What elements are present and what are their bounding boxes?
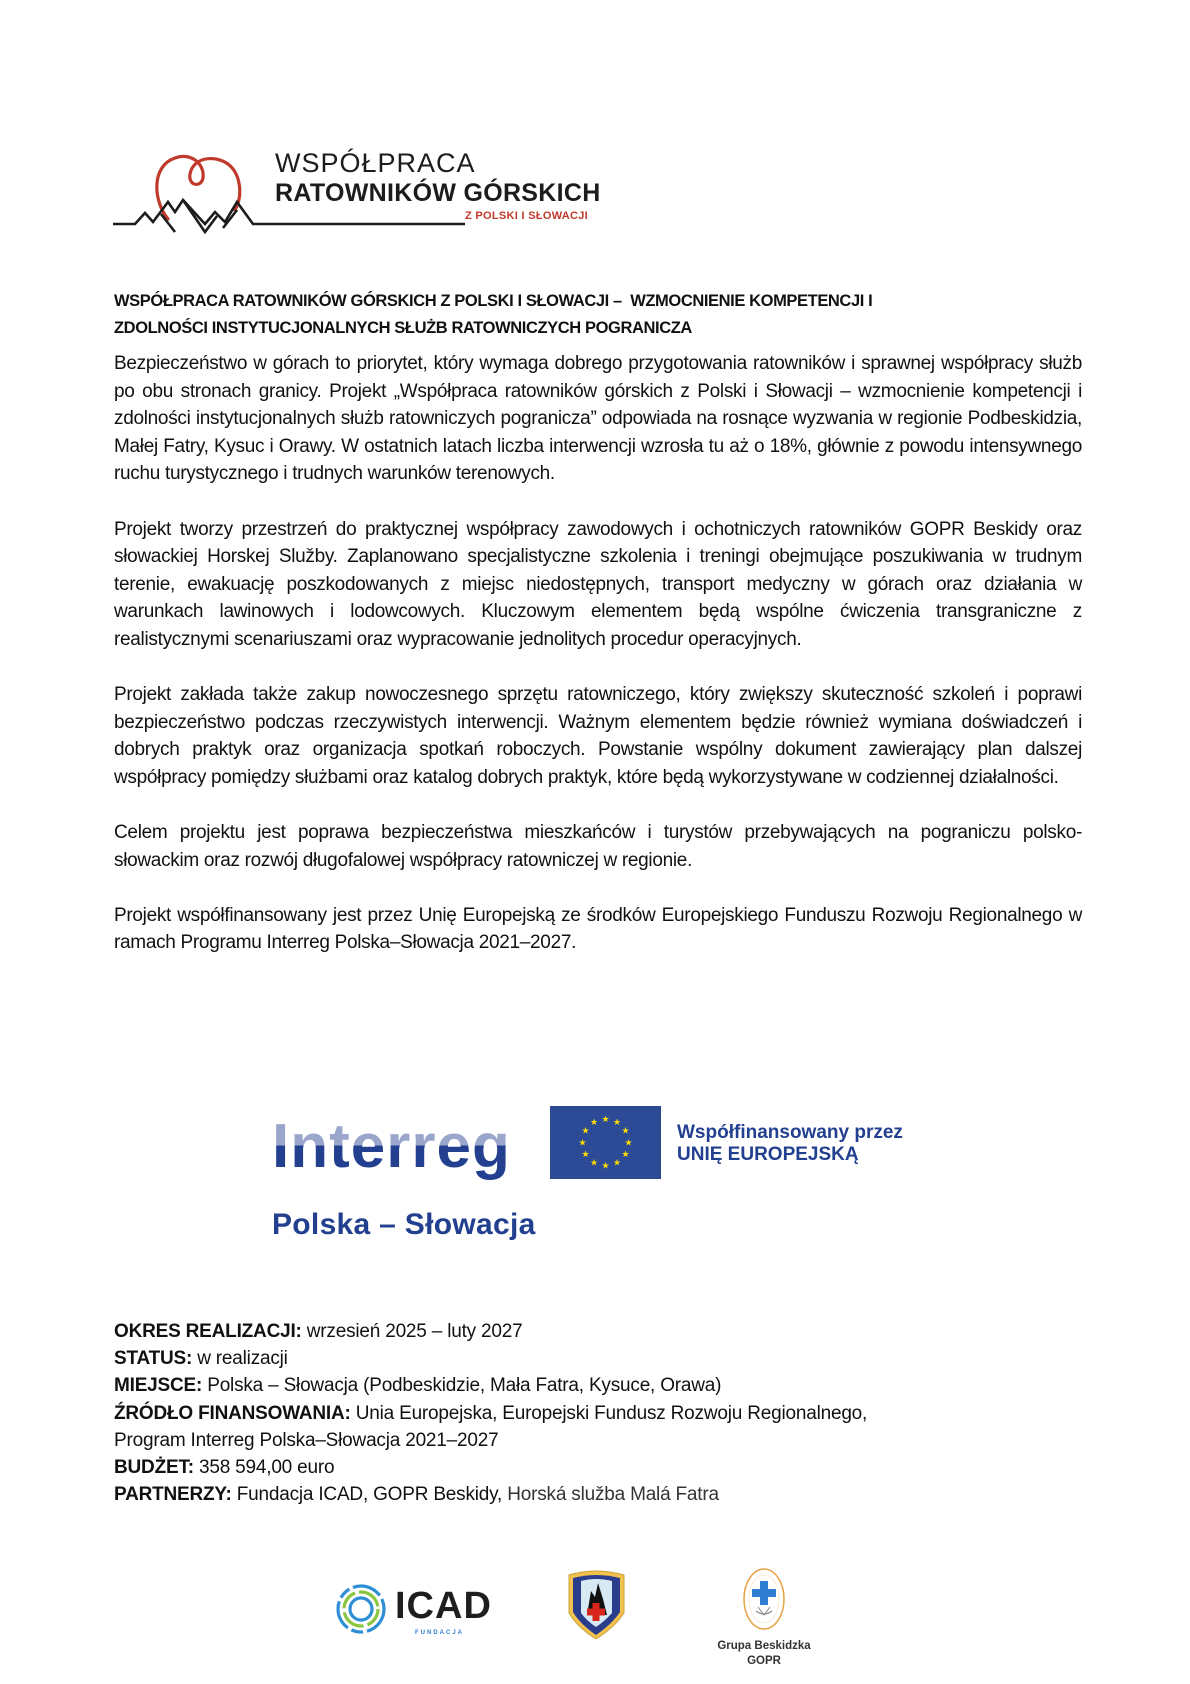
- svg-text:★: ★: [612, 1158, 622, 1169]
- icad-subtitle: FUNDACJA: [415, 1630, 464, 1636]
- svg-text:★: ★: [601, 1161, 610, 1172]
- paragraph-cooperation: Projekt tworzy przestrzeń do praktycznej współpracy zawodowych i ochotniczych ratowników GOPR Beskidy oraz słowackiej Horskej Služby. Zaplanowano specjalistyczne szkolenia i treningi obejmujące poszukiwania w trudnym terenie, ewakuację poszkodowanych z miejsc niedostępnych, transport medyczny w górach oraz działania w warunkach lawinowych i lodowcowych. Kluczowym elementem będą wspólne ćwiczenia transgraniczne z realistycznymi scenariuszami oraz wypracowanie jednolitych procedur operacyjnych.: [114, 518, 1082, 650]
- icad-name: ICAD: [395, 1585, 492, 1627]
- paragraph-equipment: Projekt zakłada także zakup nowoczesnego sprzętu ratowniczego, który zwiększy skuteczność szkoleń i poprawi bezpieczeństwo podczas rzeczywistych interwencji. Ważnym elementem będzie również wymiana doświadczeń i dobrych praktyk oraz organizacja spotkań roboczych. Powstanie wspólny dokument zawierający plan dalszej współpracy pomiędzy służbami oraz katalog dobrych praktyk, które będą wykorzystywane w codziennej działalności.: [114, 684, 1082, 788]
- logo-line-3: Z POLSKI I SŁOWACJI: [465, 210, 589, 222]
- cofinanced-line-1: Współfinansowany przez: [677, 1122, 903, 1143]
- paragraph-intro: Bezpieczeństwo w górach to priorytet, który wymaga dobrego przygotowania ratowników i sprawnej współpracy służb po obu stronach granicy. Projekt „Współpraca ratowników górskich z Polski i Słowacji – wzmocnienie kompetencji i zdolności instytucjonalnych służb ratowniczych pogranicza” odpowiada na rosnące wyzwania w regionie Podbeskidzia, Małej Fatry, Kysuc i Orawy. W ostatnich latach liczba interwencji wzrosła tu aż o 18%, głównie z powodu intensywnego ruchu turystycznego i trudnych warunków terenowych.: [114, 353, 1082, 485]
- eu-flag-icon: [550, 1106, 661, 1179]
- svg-text:★: ★: [621, 1150, 630, 1160]
- partners-value: Fundacja ICAD, GOPR Beskidy,: [231, 1484, 503, 1506]
- info-budget: [114, 1454, 1074, 1481]
- budget-value: 358 594,00 euro: [193, 1457, 335, 1479]
- gopr-caption: [714, 1639, 814, 1669]
- icad-logo: [335, 1583, 492, 1643]
- gopr-emblem-icon: [742, 1567, 786, 1631]
- horska-sluzba-emblem-icon: [565, 1569, 628, 1641]
- svg-text:★: ★: [589, 1118, 599, 1128]
- budget-label: BUDŻET:: [114, 1457, 194, 1479]
- icad-circles-icon: [335, 1583, 387, 1635]
- status-label: STATUS:: [114, 1348, 193, 1370]
- period-value: wrzesień 2025 – luty 2027: [301, 1321, 523, 1342]
- svg-text:★: ★: [589, 1158, 599, 1169]
- svg-text:★: ★: [612, 1118, 622, 1128]
- svg-text:★: ★: [578, 1138, 587, 1149]
- info-funding: [114, 1400, 1074, 1427]
- funding-value: Unia Europejska, Europejski Fundusz Rozwoju Regionalnego,: [350, 1402, 868, 1424]
- logo-line-2: RATOWNIKÓW GÓRSKICH: [275, 179, 601, 207]
- partners-label: PARTNERZY:: [114, 1484, 232, 1506]
- gopr-caption-line-1: Grupa Beskidzka: [717, 1640, 811, 1652]
- info-partners: [114, 1481, 1074, 1508]
- cofinanced-by-eu: [677, 1122, 903, 1166]
- interreg-logo-text: Interreg: [272, 1112, 511, 1181]
- svg-text:★: ★: [621, 1126, 630, 1137]
- partners-value-2: Horská služba Malá Fatra: [502, 1484, 719, 1506]
- title-line-2: ZDOLNOŚCI INSTYTUCJONALNYCH SŁUŻB RATOWNICZYCH POGRANICZA: [114, 319, 692, 337]
- paragraph-goal: Celem projektu jest poprawa bezpieczeństwa mieszkańców i turystów przebywających na pograniczu polsko-słowackim oraz rozwój długofalowej współpracy ratowniczej w regionie.: [114, 822, 1082, 871]
- place-value: Polska – Słowacja (Podbeskidzie, Mała Fatra, Kysuce, Orawa): [202, 1375, 722, 1397]
- cofinanced-line-2: UNIĘ EUROPEJSKĄ: [677, 1144, 859, 1165]
- status-value: w realizacji: [192, 1348, 288, 1370]
- funding-label: ŹRÓDŁO FINANSOWANIA:: [114, 1402, 351, 1424]
- place-label: MIEJSCE:: [114, 1375, 203, 1397]
- program-region: Polska – Słowacja: [272, 1208, 536, 1241]
- info-period: [114, 1318, 1074, 1345]
- svg-text:★: ★: [624, 1138, 633, 1149]
- period-label: OKRES REALIZACJI:: [114, 1321, 302, 1342]
- info-funding-continued: Program Interreg Polska–Słowacja 2021–2027: [114, 1429, 499, 1451]
- info-place: [114, 1372, 1074, 1399]
- logo-line-1: WSPÓŁPRACA: [275, 148, 476, 178]
- gopr-caption-line-2: GOPR: [747, 1655, 781, 1667]
- svg-text:★: ★: [601, 1115, 610, 1125]
- paragraph-funding: Projekt współfinansowany jest przez Unię Europejską ze środków Europejskiego Funduszu Rozwoju Regionalnego w ramach Programu Interreg Polska–Słowacja 2021–2027.: [114, 904, 1082, 954]
- title-line-1: WSPÓŁPRACA RATOWNIKÓW GÓRSKICH Z POLSKI I SŁOWACJI – WZMOCNIENIE KOMPETENCJI I: [114, 292, 873, 310]
- body-text: [114, 350, 1082, 957]
- svg-text:★: ★: [581, 1126, 590, 1137]
- info-status: [114, 1345, 1074, 1372]
- header-logo: [113, 146, 613, 236]
- project-info: [114, 1318, 1074, 1508]
- svg-text:★: ★: [581, 1150, 590, 1160]
- document-title: [114, 288, 1084, 342]
